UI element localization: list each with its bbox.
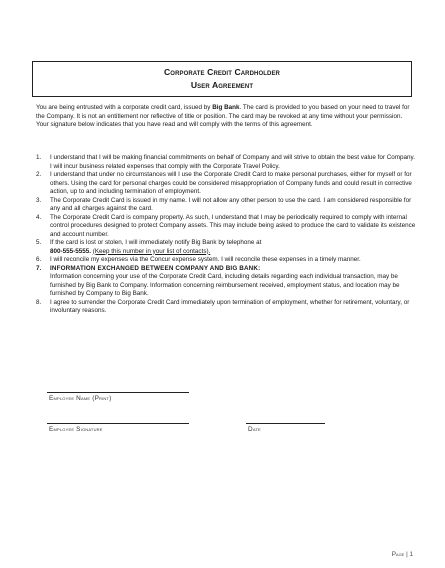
- employee-name-label: Employee Name (Print): [49, 395, 112, 402]
- term-heading: INFORMATION EXCHANGED BETWEEN COMPANY AND BIG BANK:: [50, 264, 261, 272]
- term-number: 5.: [36, 239, 42, 246]
- term-number: 4.: [36, 213, 42, 221]
- term-text: I understand that I will be making financial commitments on behalf of Company and will strive to obtain the best value for Company. I will incur business related expenses that comply with the Corporate Travel Policy.: [50, 154, 415, 170]
- term-item: [36, 171, 416, 197]
- term-item: [36, 154, 416, 171]
- term-text: Information concerning your use of the Corporate Credit Card, including details regarding each individual transaction, may be furnished by Big Bank to Company. Information concerning reimbursement received, employment status, and location may be furnished by Company to Big Bank.: [50, 273, 400, 297]
- term-item: [36, 214, 416, 240]
- intro-text-start: You are being entrusted with a corporate credit card, issued by: [36, 104, 213, 111]
- term-number: 6.: [36, 256, 42, 263]
- term-number: 1.: [36, 154, 42, 161]
- term-text: I will reconcile my expenses via the Concur expense system. I will reconcile these expenses in a timely manner.: [50, 256, 361, 263]
- keep-number-note: (Keep this number in your list of contacts).: [92, 247, 211, 255]
- title-box: [32, 61, 412, 97]
- term-number: 2.: [36, 171, 42, 178]
- term-number: 7.: [36, 264, 42, 272]
- issuer-name: Big Bank: [212, 104, 240, 111]
- bank-phone-number: 800-555-5555.: [50, 247, 91, 255]
- employee-name-line[interactable]: [47, 392, 189, 393]
- date-line[interactable]: [246, 423, 325, 424]
- date-label: Date: [248, 426, 261, 433]
- term-text: The Corporate Credit Card is issued in my name. I will not allow any other person to use the card. I am considered responsible for any and all charges against the card.: [50, 196, 412, 212]
- term-item: [36, 265, 416, 299]
- term-text: I understand that under no circumstances will I use the Corporate Credit Card to make personal purchases, either for myself or for others. Using the card for personal charges could be considered misappropriation of Company funds and could result in corrective action, up to and including termination of employment.: [50, 171, 412, 195]
- employee-signature-line[interactable]: [47, 423, 189, 424]
- term-item: [36, 197, 416, 214]
- term-item: [36, 299, 416, 316]
- employee-signature-label: Employee Signature: [49, 426, 103, 433]
- page-number: Page | 1: [391, 551, 413, 558]
- term-text: The Corporate Credit Card is company property. As such, I understand that I may be periodically required to comply with internal control procedures designed to protect Company assets. This may include being asked to produce the card to validate its existence and account number.: [50, 213, 416, 238]
- term-text: If the card is lost or stolen, I will immediately notify Big Bank by telephone at: [50, 239, 262, 246]
- intro-paragraph: [36, 104, 416, 130]
- agreement-terms-list: [36, 154, 416, 316]
- term-text: I agree to surrender the Corporate Credit Card immediately upon termination of employment, whether for retirement, voluntary, or involuntary reasons.: [50, 298, 410, 314]
- term-item: [36, 256, 416, 265]
- term-item: [36, 239, 416, 256]
- document-subtitle: User Agreement: [190, 80, 254, 90]
- document-title: Corporate Credit Cardholder: [164, 67, 280, 77]
- term-number: 8.: [36, 298, 42, 306]
- intro-text-end: . The card is provided to you based on your need to travel for the Company. It is not an entitlement nor reflective of title or position. The card may be revoked at any time without your permission. Your signature below indicates that you have read and will comply with the terms of this agreement.: [36, 104, 410, 128]
- term-number: 3.: [36, 196, 42, 204]
